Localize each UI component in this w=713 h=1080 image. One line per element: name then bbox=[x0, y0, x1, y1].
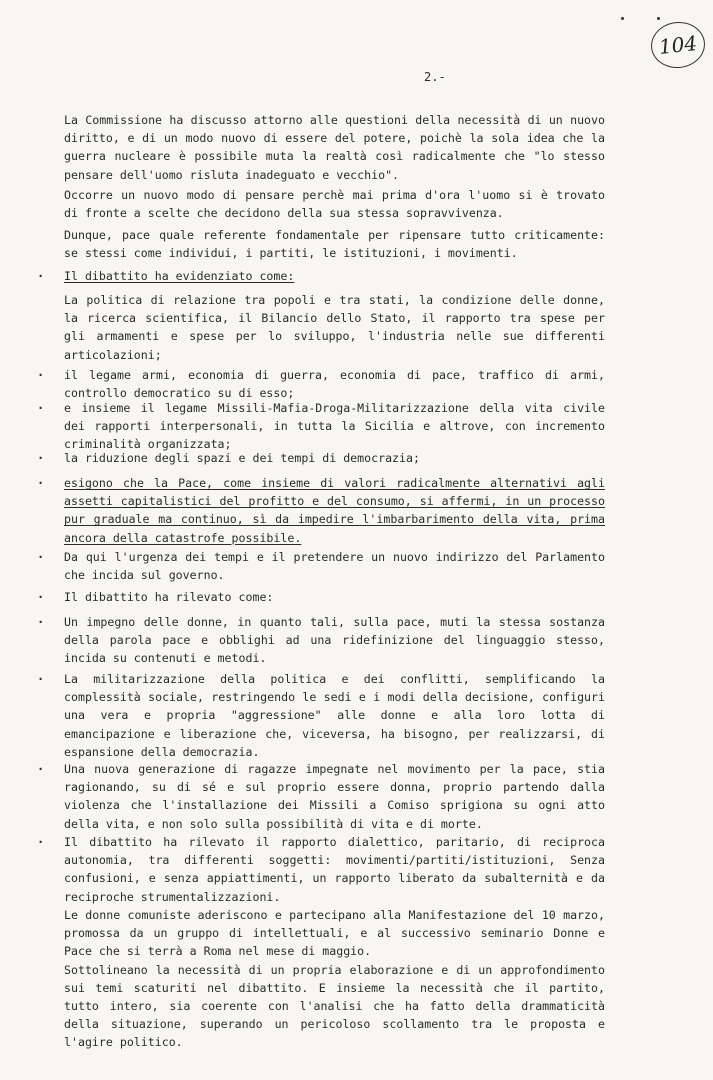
paragraph-women-commitment: Un impegno delle donne, in quanto tali, sulla pace, muti la stessa sostanza della parola pace e obblighi ad una ridefinizione del linguaggio stesso, incida su contenuti e metodi. bbox=[64, 615, 605, 666]
paragraph-missiles-mafia: e insieme il legame Missili-Mafia-Droga-Militarizzazione della vita civile dei rapporti interpersonali, in tutta la Sicilia e altrove, con incremento criminalità organizzata; bbox=[64, 401, 605, 452]
paragraph-dialectic-relationship: Il dibattito ha rilevato il rapporto dialettico, paritario, di reciproca autonomia, tra differenti soggetti: movimenti/partiti/istituzioni, Senza confusioni, e senza appiattimenti, un rapporto liberato da subalternità e da reciproche strumentalizzazioni. bbox=[64, 835, 605, 904]
bullet-mark: . bbox=[37, 365, 45, 379]
page-stamp: 104 bbox=[649, 19, 708, 70]
bullet-mark: . bbox=[37, 759, 45, 773]
paragraph-urgency: Da qui l'urgenza dei tempi e il pretendere un nuovo indirizzo del Parlamento che incida sul governo. bbox=[64, 550, 605, 583]
paragraph-arms-link: il legame armi, economia di guerra, economia di pace, traffico di armi, controllo democratico su di esso; bbox=[64, 368, 605, 401]
speck-mark bbox=[621, 17, 624, 20]
paragraph-democracy-reduction: la riduzione degli spazi e dei tempi di democrazia; bbox=[64, 451, 420, 465]
bullet-mark: . bbox=[37, 473, 45, 487]
paragraph-new-generation: Una nuova generazione di ragazze impegnate nel movimento per la pace, stia ragionando, su di sé e sul proprio essere donna, proprio partendo dalla violenza che l'installazione dei Missili a Comiso sprigiona su ogni atto della vita, e non solo sulla possibilità di vita e di morte. bbox=[64, 762, 605, 831]
paragraph-peace-alternative: esigono che la Pace, come insieme di valori radicalmente alternativi agli assetti capitalistici del profitto e del consumo, si affermi, in un processo pur graduale ma continuo, sì da impedire l'imbarbarimento della vita, prima ancora della catastrofe possibile. bbox=[64, 476, 605, 545]
bullet-mark: . bbox=[37, 266, 45, 280]
bullet-mark: . bbox=[37, 587, 45, 601]
paragraph-new-thinking: Occorre un nuovo modo di pensare perchè mai prima d'ora l'uomo si è trovato di fronte a scelte che decidono della sua stessa sopravvivenza. bbox=[64, 188, 605, 221]
bullet-mark: . bbox=[37, 612, 45, 626]
paragraph-militarization: La militarizzazione della politica e dei conflitti, semplificando la complessità sociale, restringendo le sedi e i modi della decisione, configuri una vera e propria "aggressione" alle donne e alla loro lotta di emancipazione e liberazione che, viceversa, ha bisogno, per realizzarsi, di espansione della democrazia. bbox=[64, 672, 605, 759]
paragraph-communist-women: Le donne comuniste aderiscono e partecipano alla Manifestazione del 10 marzo, promossa da un gruppo di intellettuali, e al successivo seminario Donne e Pace che si terrà a Roma nel mese di maggio. Sottolineano la necessità di un propria elaborazione e di un approfondimento sui temi scaturiti nel dibattito. E insieme la necessità che il partito, tutto intero, sia coerente con l'analisi che ha fatto della drammaticità della situazione, superando un pericoloso scollamento tra le proposta e l'agire politico. bbox=[64, 908, 605, 1050]
bullet-mark: . bbox=[37, 398, 45, 412]
paragraph-debate-highlighted: Il dibattito ha evidenziato come: bbox=[64, 269, 295, 283]
bullet-mark: . bbox=[37, 448, 45, 462]
paragraph-peace-referent: Dunque, pace quale referente fondamentale per ripensare tutto criticamente: se stessi come individui, i partiti, le istituzioni, i movimenti. bbox=[64, 228, 605, 261]
paragraph-intro: La Commissione ha discusso attorno alle questioni della necessità di un nuovo diritto, e di un modo nuovo di essere del potere, poichè la sola idea che la guerra nucleare è possibile muta la realtà così radicalmente che "lo stesso pensare dell'uomo risluta inadeguato e vecchio". bbox=[64, 113, 605, 182]
speck-mark bbox=[657, 17, 660, 20]
paragraph-politics-relations: La politica di relazione tra popoli e tra stati, la condizione delle donne, la ricerca scientifica, il Bilancio dello Stato, il rapporto tra spese per gli armamenti e spese per lo sviluppo, l'industria nelle sue differenti articolazioni; bbox=[64, 293, 605, 362]
bullet-mark: . bbox=[37, 547, 45, 561]
bullet-mark: . bbox=[37, 669, 45, 683]
page-number: 2.- bbox=[424, 70, 446, 84]
paragraph-debate-noted: Il dibattito ha rilevato come: bbox=[64, 590, 274, 604]
bullet-mark: . bbox=[37, 832, 45, 846]
